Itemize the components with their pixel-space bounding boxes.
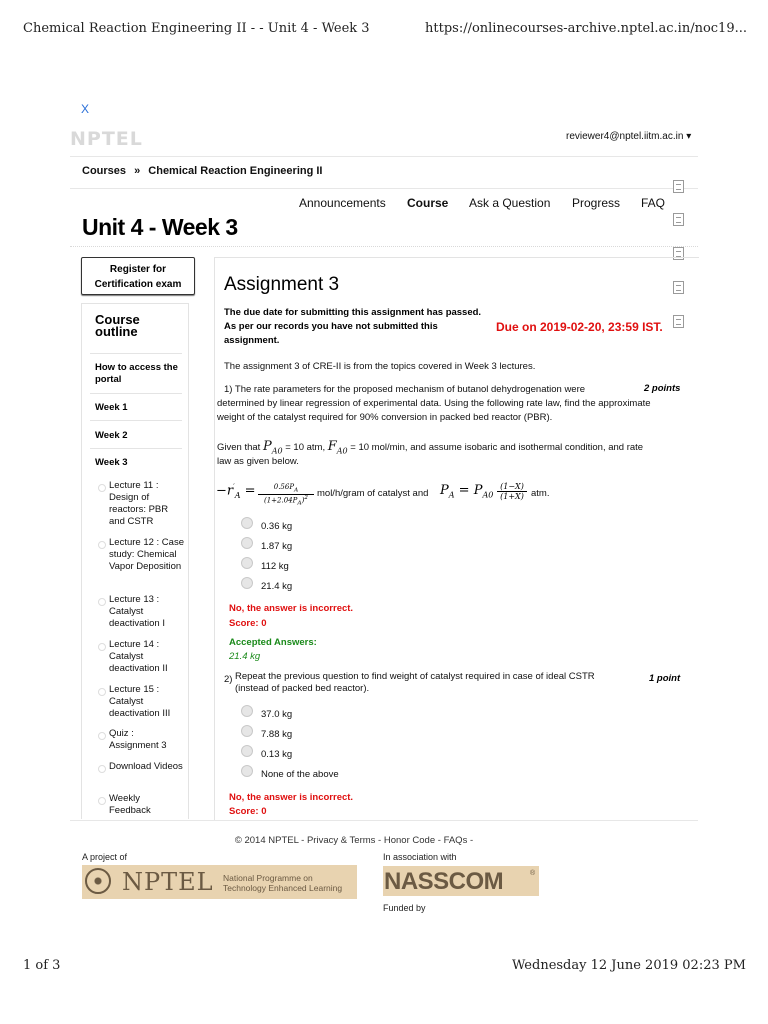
nptel-emblem-icon — [85, 868, 111, 894]
given-text-1: Given that — [217, 442, 261, 453]
assignment-title: Assignment 3 — [224, 274, 340, 295]
lecture-status-icon — [98, 765, 106, 773]
tab-announcements[interactable]: Announcements — [299, 196, 386, 210]
pa-expression: $P_A = P_{A0}$ — [440, 483, 494, 500]
breadcrumb-divider — [70, 188, 698, 189]
deadline-notice: The due date for submitting this assignment has passed. — [224, 307, 482, 318]
breadcrumb-course[interactable]: Chemical Reaction Engineering II — [148, 165, 323, 177]
lecture-status-icon — [98, 541, 106, 549]
tab-progress[interactable]: Progress — [572, 196, 621, 210]
footer-copyright: © 2014 NPTEL - — [234, 835, 307, 846]
pa0-symbol: $P_{A0}$ — [262, 439, 283, 456]
q1-accepted-value: 21.4 kg — [229, 651, 261, 662]
fa0-symbol: $F_{A0}$ — [327, 439, 348, 456]
lecture-status-icon — [98, 688, 106, 696]
question-1-given-line2: law as given below. — [217, 456, 299, 467]
user-menu[interactable]: reviewer4@nptel.iitm.ac.in ▾ — [566, 131, 692, 142]
sidebar-item-week-1[interactable]: Week 1 — [95, 402, 128, 413]
sidebar-divider — [90, 393, 182, 394]
page-title: Unit 4 - Week 3 — [82, 214, 238, 240]
lecture-item[interactable]: Lecture 14 : Catalyst deactivation II — [109, 639, 168, 674]
question-1-points: 2 points — [644, 383, 681, 394]
question-1-text-line3: weight of the catalyst required for 90% conversion in packed bed reactor (PBR). — [217, 412, 553, 423]
honor-code-link[interactable]: Honor Code — [383, 835, 436, 846]
lecture-status-icon — [98, 732, 106, 740]
q2-result: No, the answer is incorrect. — [229, 792, 354, 803]
q1-option-radio[interactable] — [241, 577, 253, 589]
lecture-item[interactable]: Lecture 15 : Catalyst deactivation III — [109, 684, 171, 719]
q2-option-label[interactable]: None of the above — [261, 769, 339, 780]
breadcrumb-courses[interactable]: Courses — [82, 165, 127, 177]
question-1-text: 1) The rate parameters for the proposed mechanism of butanol dehydrogenation were — [224, 384, 586, 395]
q2-option-label[interactable]: 7.88 kg — [261, 729, 293, 740]
question-1-text-line2: determined by linear regression of experimental data. Using the following rate law, find the approximate — [217, 398, 651, 409]
tab-faq[interactable]: FAQ — [641, 196, 666, 210]
faqs-link[interactable]: FAQs — [443, 835, 468, 846]
q1-option-label[interactable]: 1.87 kg — [261, 541, 293, 552]
course-outline-title — [95, 314, 175, 338]
q2-option-radio[interactable] — [241, 705, 253, 717]
lecture-item[interactable]: Quiz : Assignment 3 — [109, 728, 167, 751]
q1-option-radio[interactable] — [241, 517, 253, 529]
q1-result: No, the answer is incorrect. — [229, 603, 354, 614]
q1-accepted-label: Accepted Answers: — [229, 637, 317, 648]
close-button[interactable]: X — [81, 102, 90, 116]
print-timestamp: Wednesday 12 June 2019 02:23 PM — [512, 958, 746, 973]
sidebar-item-week-2[interactable]: Week 2 — [95, 430, 128, 441]
assignment-intro: The assignment 3 of CRE-II is from the topics covered in Week 3 lectures. — [224, 361, 536, 372]
document-icon — [673, 180, 685, 193]
lecture-status-icon — [98, 797, 106, 805]
sidebar-item-week-3[interactable]: Week 3 — [95, 457, 128, 468]
registered-icon: ® — [530, 870, 536, 877]
rate-law-fraction: $0.56P_A$ $(1+2.04P_A)^2$ — [258, 483, 314, 507]
lecture-status-icon — [98, 643, 106, 651]
given-text-3: = 10 mol/min, and assume isobaric and isothermal condition, and rate — [350, 442, 644, 453]
due-date: Due on 2019-02-20, 23:59 IST. — [496, 320, 663, 334]
privacy-link[interactable]: Privacy & Terms — [306, 835, 376, 846]
document-icon — [673, 213, 685, 226]
nptel-tagline-line1: National Programme on — [223, 873, 313, 883]
nasscom-logo-text: NASSCOM — [384, 868, 504, 895]
q2-option-label[interactable]: 37.0 kg — [261, 709, 293, 720]
project-of-label: A project of — [82, 852, 128, 862]
question-2-text-line2: (instead of packed bed reactor). — [235, 683, 370, 694]
sidebar-divider — [90, 448, 182, 449]
title-divider — [70, 246, 698, 247]
register-certification-button[interactable] — [81, 257, 195, 295]
pa-unit: atm. — [531, 488, 550, 499]
lecture-status-icon — [98, 484, 106, 492]
q1-option-label[interactable]: 0.36 kg — [261, 521, 293, 532]
q2-option-radio[interactable] — [241, 765, 253, 777]
lecture-item[interactable]: Weekly Feedback — [109, 793, 151, 816]
rate-law-lhs: $-r'_A$ = — [216, 483, 256, 500]
lecture-item[interactable]: Lecture 11 : Design of reactors: PBR and CSTR — [109, 480, 169, 527]
submission-notice: As per our records you have not submitted this — [224, 321, 438, 332]
nasscom-logo[interactable] — [383, 866, 539, 896]
nptel-banner-text: NPTEL — [122, 868, 214, 896]
print-header-title: Chemical Reaction Engineering II - - Unit 4 - Week 3 — [23, 21, 370, 36]
footer-separator: - — [435, 835, 444, 846]
question-2-number: 2) — [224, 674, 233, 685]
given-text-2: = 10 atm, — [285, 442, 326, 453]
tab-ask-a-question[interactable]: Ask a Question — [469, 196, 551, 210]
funded-by-label: Funded by — [383, 903, 426, 913]
header-divider — [70, 156, 698, 157]
q2-score: Score: 0 — [229, 806, 267, 817]
breadcrumb — [82, 165, 323, 177]
sidebar-divider — [90, 420, 182, 421]
q1-option-label[interactable]: 21.4 kg — [261, 581, 293, 592]
pa-fraction: (1−X) (1+X) — [497, 482, 527, 501]
breadcrumb-separator: » — [134, 165, 141, 177]
tab-course[interactable]: Course — [407, 196, 449, 210]
outline-title-line2: outline — [95, 324, 138, 339]
footer-separator: - — [375, 835, 384, 846]
print-page-info: 1 of 3 — [23, 958, 61, 973]
q1-score: Score: 0 — [229, 618, 267, 629]
q1-option-radio[interactable] — [241, 537, 253, 549]
q1-option-label[interactable]: 112 kg — [261, 561, 289, 572]
q2-option-label[interactable]: 0.13 kg — [261, 749, 293, 760]
lecture-item[interactable]: Download Videos — [109, 761, 183, 772]
footer-links — [0, 835, 708, 846]
question-2-text: Repeat the previous question to find weight of catalyst required in case of ideal CSTR — [235, 671, 595, 682]
outline-title-line1: Course — [95, 312, 140, 327]
rate-law-units: mol/h/gram of catalyst and — [317, 488, 429, 499]
sidebar-divider — [90, 353, 182, 354]
register-label-line1: Register for — [109, 264, 167, 275]
lecture-item[interactable]: Lecture 13 : Catalyst deactivation I — [109, 594, 165, 629]
lecture-status-icon — [98, 598, 106, 606]
nptel-banner-logo[interactable] — [82, 865, 357, 899]
footer-separator: - — [467, 835, 474, 846]
footer-divider — [70, 820, 698, 821]
sidebar-item-how-to-access[interactable]: How to access the portal — [95, 362, 178, 385]
submission-notice-cont: assignment. — [224, 335, 280, 346]
association-label: In association with — [383, 852, 457, 862]
nptel-banner-tagline — [223, 873, 342, 893]
question-2-points: 1 point — [649, 673, 681, 684]
q2-option-radio[interactable] — [241, 745, 253, 757]
register-label-line2: Certification exam — [94, 279, 182, 290]
print-header-url: https://onlinecourses-archive.nptel.ac.in/noc19... — [425, 21, 747, 36]
nptel-tagline-line2: Technology Enhanced Learning — [223, 883, 343, 893]
nptel-logo[interactable]: NPTEL — [70, 128, 143, 150]
lecture-item[interactable]: Lecture 12 : Case study: Chemical Vapor Deposition — [109, 537, 184, 572]
q1-option-radio[interactable] — [241, 557, 253, 569]
q2-option-radio[interactable] — [241, 725, 253, 737]
